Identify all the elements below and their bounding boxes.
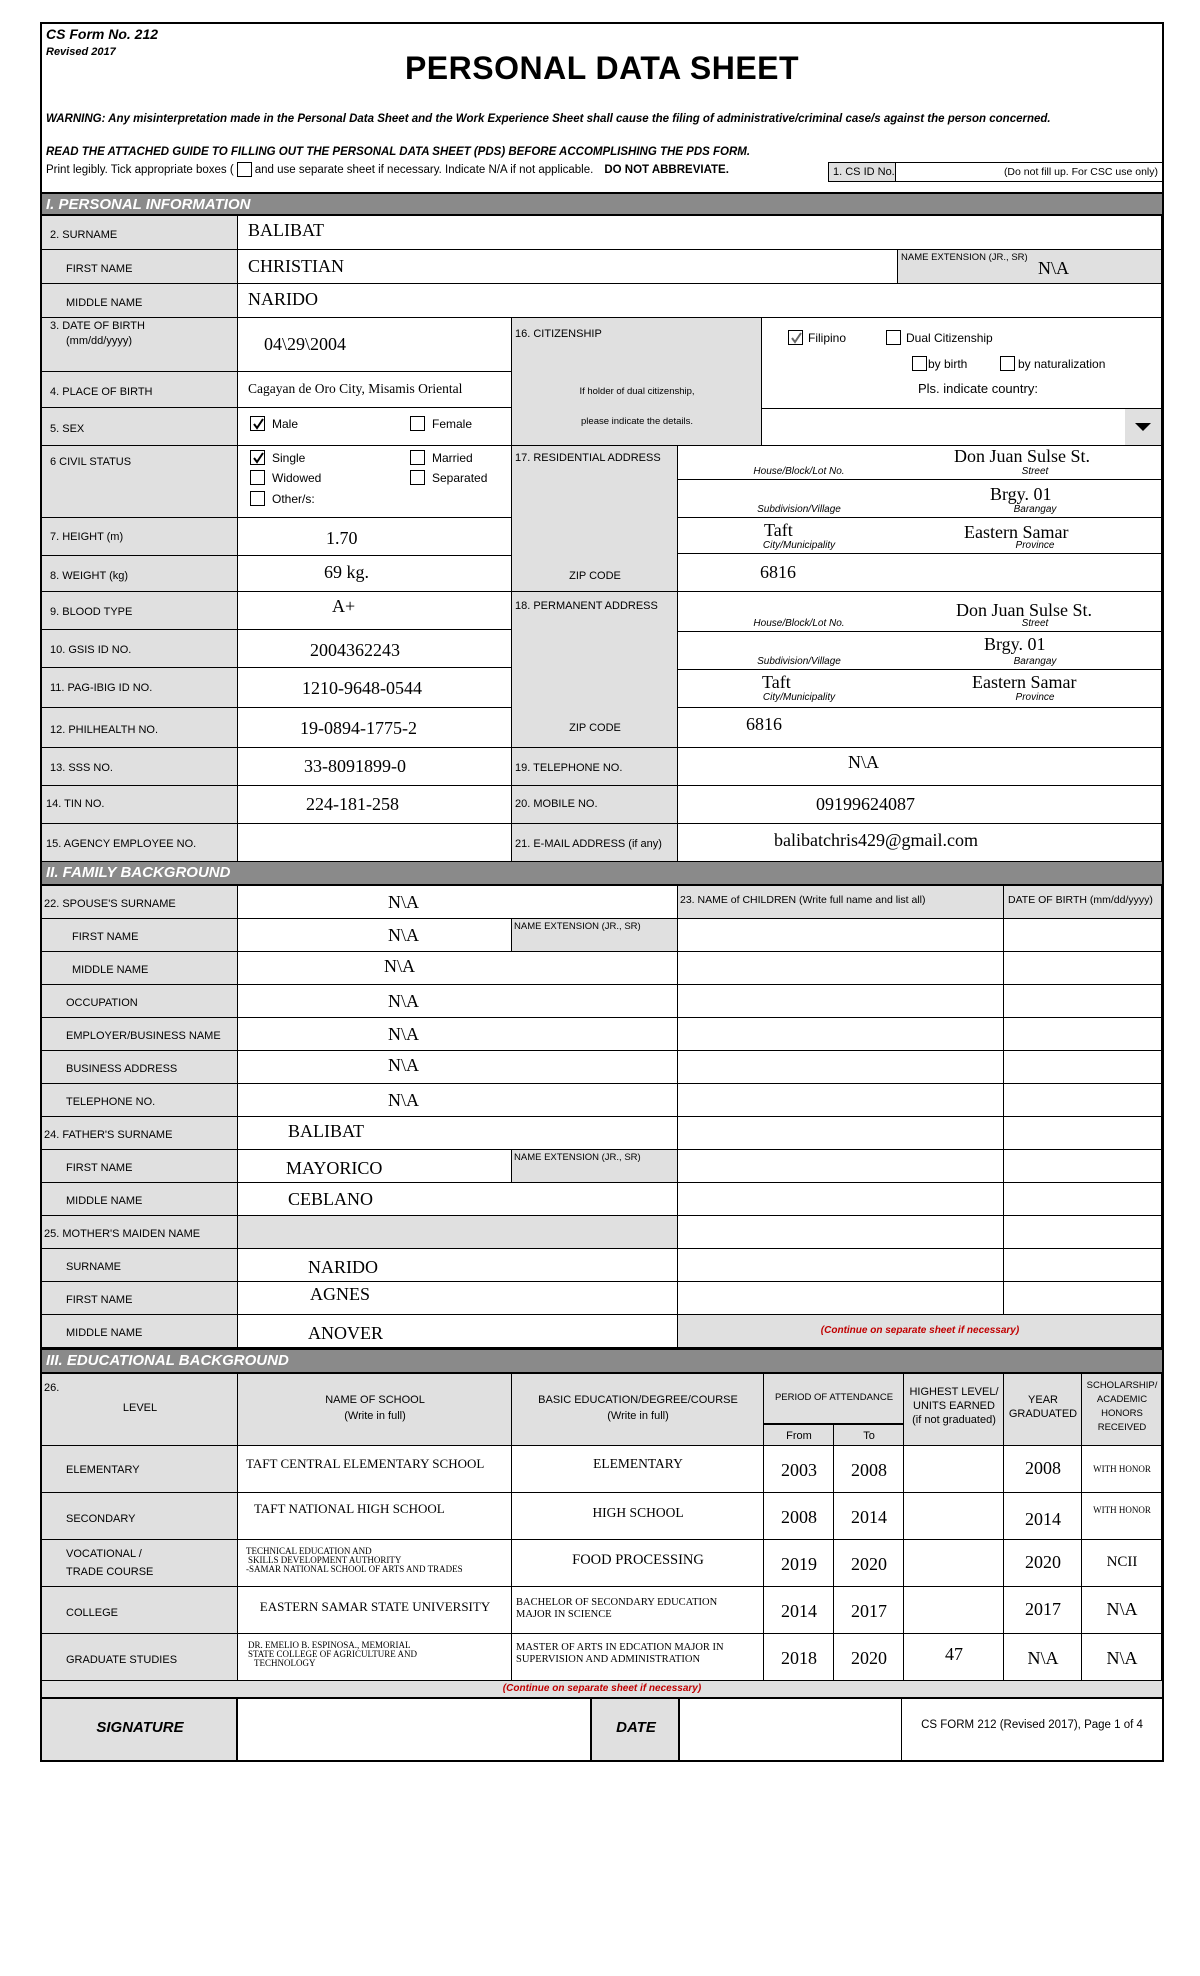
- form-number: CS Form No. 212: [46, 26, 159, 42]
- height-field[interactable]: 1.70: [238, 518, 512, 556]
- perm-row-1: [678, 592, 1162, 632]
- res-zip-value: 6816: [760, 562, 796, 582]
- occupation-label-cell: OCCUPATION: [42, 985, 238, 1018]
- perm-row-2: [678, 632, 1162, 670]
- dropdown-button[interactable]: [1125, 409, 1161, 445]
- perm-brgy-caption: Barangay: [1013, 656, 1057, 667]
- mobile-label-cell: 20. MOBILE NO.: [512, 786, 678, 824]
- citizenship-by-naturalization-checkbox[interactable]: [1000, 356, 1015, 371]
- residential-label-cell: 17. RESIDENTIAL ADDRESS ZIP CODE: [512, 446, 678, 592]
- telephone-field[interactable]: N\A: [678, 748, 1162, 786]
- sample-checkbox-icon: [237, 162, 252, 177]
- citizenship-by-birth-label: by birth: [928, 357, 968, 371]
- check-icon: [789, 331, 804, 346]
- spouse-surname-label-cell: 22. SPOUSE'S SURNAME: [42, 886, 238, 919]
- child-name-field[interactable]: [678, 1150, 1004, 1183]
- signature-field[interactable]: [238, 1699, 592, 1760]
- first-name-field[interactable]: CHRISTIAN: [238, 250, 898, 284]
- permanent-label-cell: 18. PERMANENT ADDRESS ZIP CODE: [512, 592, 678, 748]
- edu-units-vocational[interactable]: [904, 1540, 1004, 1587]
- res-subdiv-caption: Subdivision/Village: [757, 504, 841, 515]
- business-address-label-cell: BUSINESS ADDRESS: [42, 1051, 238, 1084]
- child-dob-field[interactable]: [1004, 1282, 1162, 1315]
- print-instructions-pre: Print legibly. Tick appropriate boxes (: [46, 163, 234, 176]
- edu-school-college[interactable]: EASTERN SAMAR STATE UNIVERSITY: [238, 1587, 512, 1634]
- edu-school-secondary[interactable]: TAFT NATIONAL HIGH SCHOOL: [238, 1493, 512, 1540]
- edu-school-vocational[interactable]: TECHNICAL EDUCATION AND SKILLS DEVELOPMENT AUTHORITY -SAMAR NATIONAL SCHOOL OF ARTS AND TRADES: [238, 1540, 512, 1587]
- civil-married-label: Married: [432, 451, 473, 465]
- perm-subdiv-caption: Subdivision/Village: [757, 656, 841, 667]
- telephone-label-cell: 19. TELEPHONE NO.: [512, 748, 678, 786]
- edu-year-vocational[interactable]: 2020: [1004, 1540, 1082, 1587]
- mother-middle-label-cell: MIDDLE NAME: [42, 1315, 238, 1348]
- edu-honors-header: SCHOLARSHIP/ ACADEMIC HONORS RECEIVED: [1082, 1374, 1162, 1446]
- civil-separated-label: Separated: [432, 471, 488, 485]
- dob-label-cell: 3. DATE OF BIRTH (mm/dd/yyyy): [42, 318, 238, 372]
- children-table: [678, 919, 1162, 1315]
- family-continue-note: (Continue on separate sheet if necessary): [820, 1325, 1020, 1336]
- sex-field: [238, 408, 512, 446]
- spouse-extension-field[interactable]: NAME EXTENSION (JR., SR): [512, 919, 678, 952]
- edu-course-header: BASIC EDUCATION/DEGREE/COURSE (Write in full): [512, 1374, 764, 1446]
- edu-course-vocational[interactable]: FOOD PROCESSING: [512, 1540, 764, 1587]
- edu-from-elementary[interactable]: 2003: [764, 1446, 834, 1493]
- personal-data-sheet-form: [40, 22, 1164, 1762]
- child-dob-field[interactable]: [1004, 1018, 1162, 1051]
- citizenship-label-cell: 16. CITIZENSHIP If holder of dual citizenship, please indicate the details.: [512, 318, 762, 446]
- edu-year-elementary[interactable]: 2008: [1004, 1446, 1082, 1493]
- child-dob-field[interactable]: [1004, 1249, 1162, 1282]
- section-family-background: II. FAMILY BACKGROUND: [42, 862, 1162, 886]
- father-surname-field[interactable]: BALIBAT: [238, 1117, 678, 1150]
- child-name-field[interactable]: [678, 952, 1004, 985]
- child-name-field[interactable]: [678, 1117, 1004, 1150]
- spouse-surname-field[interactable]: N\A: [238, 886, 678, 919]
- pob-field[interactable]: Cagayan de Oro City, Misamis Oriental: [238, 372, 512, 408]
- child-name-field[interactable]: [678, 1216, 1004, 1249]
- surname-label-cell: 2. SURNAME: [42, 216, 238, 250]
- height-label-cell: 7. HEIGHT (m): [42, 518, 238, 556]
- date-field[interactable]: [680, 1699, 902, 1760]
- spouse-middle-label-cell: MIDDLE NAME: [42, 952, 238, 985]
- edu-row-graduate: GRADUATE STUDIES: [42, 1634, 238, 1681]
- edu-year-secondary[interactable]: 2014: [1004, 1493, 1082, 1540]
- edu-from-college[interactable]: 2014: [764, 1587, 834, 1634]
- check-icon: [251, 451, 266, 466]
- check-icon: [251, 417, 266, 432]
- business-address-field[interactable]: N\A: [238, 1051, 678, 1084]
- edu-continue-note: (Continue on separate sheet if necessary): [502, 1683, 702, 1694]
- edu-from-graduate[interactable]: 2018: [764, 1634, 834, 1681]
- middle-name-label-cell: MIDDLE NAME: [42, 284, 238, 318]
- edu-honors-graduate[interactable]: N\A: [1082, 1634, 1162, 1681]
- edu-honors-secondary[interactable]: WITH HONOR: [1082, 1493, 1162, 1540]
- date-label-cell: DATE: [592, 1699, 680, 1760]
- email-label-cell: 21. E-MAIL ADDRESS (if any): [512, 824, 678, 862]
- father-middle-label-cell: MIDDLE NAME: [42, 1183, 238, 1216]
- page-title: PERSONAL DATA SHEET: [404, 50, 800, 86]
- res-city-caption: City/Municipality: [762, 540, 836, 551]
- children-name-header: 23. NAME of CHILDREN (Write full name and list all): [678, 886, 1004, 919]
- edu-course-elementary[interactable]: ELEMENTARY: [512, 1446, 764, 1493]
- perm-brgy-value: Brgy. 01: [984, 634, 1046, 654]
- edu-row-secondary: SECONDARY: [42, 1493, 238, 1540]
- child-dob-field[interactable]: [1004, 919, 1162, 952]
- father-surname-label-cell: 24. FATHER'S SURNAME: [42, 1117, 238, 1150]
- mother-maiden-label-cell: 25. MOTHER'S MAIDEN NAME: [42, 1216, 238, 1249]
- edu-continue-note-cell: [42, 1681, 1162, 1699]
- sss-field[interactable]: 33-8091899-0: [238, 748, 512, 786]
- agency-label-cell: 15. AGENCY EMPLOYEE NO.: [42, 824, 238, 862]
- family-continue-note-cell: [678, 1315, 1162, 1348]
- philhealth-label-cell: 12. PHILHEALTH NO.: [42, 708, 238, 748]
- edu-school-graduate[interactable]: DR. EMELIO B. ESPINOSA., MEMORIAL STATE COLLEGE OF AGRICULTURE AND TECHNOLOGY: [238, 1634, 512, 1681]
- country-select[interactable]: [762, 408, 1162, 446]
- spouse-first-label-cell: FIRST NAME: [42, 919, 238, 952]
- gsis-field[interactable]: 2004362243: [238, 630, 512, 668]
- edu-from-vocational[interactable]: 2019: [764, 1540, 834, 1587]
- citizenship-filipino-label: Filipino: [808, 331, 847, 345]
- signature-label-cell: SIGNATURE: [42, 1699, 238, 1760]
- perm-province-value: Eastern Samar: [972, 672, 1077, 692]
- mother-first-label-cell: FIRST NAME: [42, 1282, 238, 1315]
- agency-employee-field[interactable]: [238, 824, 512, 862]
- blood-type-label-cell: 9. BLOOD TYPE: [42, 592, 238, 630]
- res-brgy-value: Brgy. 01: [990, 484, 1052, 504]
- civil-widowed-checkbox[interactable]: [250, 470, 265, 485]
- res-street-value: Don Juan Sulse St.: [954, 446, 1091, 466]
- edu-from-secondary[interactable]: 2008: [764, 1493, 834, 1540]
- edu-course-graduate[interactable]: MASTER OF ARTS IN EDCATION MAJOR IN SUPERVISION AND ADMINISTRATION: [512, 1634, 764, 1681]
- employer-label-cell: EMPLOYER/BUSINESS NAME: [42, 1018, 238, 1051]
- edu-school-elementary[interactable]: TAFT CENTRAL ELEMENTARY SCHOOL: [238, 1446, 512, 1493]
- blood-type-field[interactable]: A+: [238, 592, 512, 630]
- child-name-field[interactable]: [678, 1051, 1004, 1084]
- edu-honors-vocational[interactable]: NCII: [1082, 1540, 1162, 1587]
- philhealth-field[interactable]: 19-0894-1775-2: [238, 708, 512, 748]
- perm-city-value: Taft: [762, 672, 791, 692]
- edu-to-secondary[interactable]: 2014: [834, 1493, 904, 1540]
- res-row-3: [678, 518, 1162, 554]
- guide-text: READ THE ATTACHED GUIDE TO FILLING OUT THE PERSONAL DATA SHEET (PDS) BEFORE ACCOMPLISHING THE PDS FORM.: [46, 146, 751, 158]
- perm-province-caption: Province: [1015, 692, 1055, 703]
- civil-status-field: [238, 446, 512, 518]
- res-city-value: Taft: [764, 520, 793, 540]
- residential-address-field[interactable]: [678, 446, 1162, 592]
- child-name-field[interactable]: [678, 1183, 1004, 1216]
- civil-status-label-cell: 6 CIVIL STATUS: [42, 446, 238, 518]
- perm-row-3: [678, 670, 1162, 708]
- mother-maiden-header: [238, 1216, 678, 1249]
- child-name-field[interactable]: [678, 1249, 1004, 1282]
- father-first-field[interactable]: MAYORICO: [238, 1150, 512, 1183]
- edu-to-header: To: [834, 1424, 904, 1446]
- spouse-middle-field[interactable]: N\A: [238, 952, 678, 985]
- res-house-caption: House/Block/Lot No.: [688, 466, 910, 477]
- perm-zip-value: 6816: [746, 714, 782, 734]
- edu-level-header: 26. LEVEL: [42, 1374, 238, 1446]
- edu-to-vocational[interactable]: 2020: [834, 1540, 904, 1587]
- edu-units-elementary[interactable]: [904, 1446, 1004, 1493]
- perm-zip-field[interactable]: [678, 708, 1162, 748]
- edu-honors-elementary[interactable]: WITH HONOR: [1082, 1446, 1162, 1493]
- father-extension-field[interactable]: NAME EXTENSION (JR., SR): [512, 1150, 678, 1183]
- spouse-first-field[interactable]: N\A: [238, 919, 512, 952]
- res-street-caption: Street: [1021, 466, 1049, 477]
- child-dob-field[interactable]: [1004, 1051, 1162, 1084]
- child-dob-field[interactable]: [1004, 1084, 1162, 1117]
- res-province-caption: Province: [1015, 540, 1055, 551]
- edu-course-college[interactable]: BACHELOR OF SECONDARY EDUCATION MAJOR IN SCIENCE: [512, 1587, 764, 1634]
- edu-to-college[interactable]: 2017: [834, 1587, 904, 1634]
- surname-field[interactable]: BALIBAT: [238, 216, 1162, 250]
- res-row-1: [678, 446, 1162, 480]
- civil-other-label: Other/s:: [272, 492, 315, 506]
- sex-female-label: Female: [432, 417, 473, 431]
- edu-units-secondary[interactable]: [904, 1493, 1004, 1540]
- child-name-field[interactable]: [678, 919, 1004, 952]
- no-abbreviate-text: DO NOT ABBREVIATE.: [604, 163, 729, 176]
- citizenship-note-1: If holder of dual citizenship,: [579, 386, 695, 397]
- chevron-down-icon: [1125, 409, 1161, 445]
- edu-period-header: PERIOD OF ATTENDANCE: [764, 1374, 904, 1424]
- child-dob-field[interactable]: [1004, 1216, 1162, 1249]
- first-name-label-cell: FIRST NAME: [42, 250, 238, 284]
- citizenship-field: [762, 318, 1162, 408]
- res-row-2: [678, 480, 1162, 518]
- res-zip-field[interactable]: [678, 554, 1162, 592]
- sex-male-checkbox[interactable]: [250, 416, 265, 431]
- citizenship-dual-label: Dual Citizenship: [906, 331, 993, 345]
- mother-surname-label-cell: SURNAME: [42, 1249, 238, 1282]
- spouse-telephone-label-cell: TELEPHONE NO.: [42, 1084, 238, 1117]
- perm-street-value: Don Juan Sulse St.: [956, 600, 1093, 620]
- edu-from-header: From: [764, 1424, 834, 1446]
- edu-row-college: COLLEGE: [42, 1587, 238, 1634]
- citizenship-country-label: Pls. indicate country:: [918, 381, 1038, 396]
- child-name-field[interactable]: [678, 1282, 1004, 1315]
- print-instructions-post: and use separate sheet if necessary. Indicate N/A if not applicable.: [254, 163, 594, 176]
- child-name-field[interactable]: [678, 1018, 1004, 1051]
- mother-first-field[interactable]: AGNES: [238, 1282, 678, 1315]
- citizenship-by-birth-checkbox[interactable]: [912, 356, 927, 371]
- sex-female-checkbox[interactable]: [410, 416, 425, 431]
- tin-field[interactable]: 224-181-258: [238, 786, 512, 824]
- pagibig-field[interactable]: 1210-9648-0544: [238, 668, 512, 708]
- employer-field[interactable]: N\A: [238, 1018, 678, 1051]
- cs-id-field: (Do not fill up. For CSC use only): [895, 162, 1162, 182]
- mother-middle-field[interactable]: ANOVER: [238, 1315, 678, 1348]
- mobile-field[interactable]: 09199624087: [678, 786, 1162, 824]
- edu-units-header: HIGHEST LEVEL/ UNITS EARNED (if not graduated): [904, 1374, 1004, 1446]
- occupation-field[interactable]: N\A: [238, 985, 678, 1018]
- res-zip-label: ZIP CODE: [569, 570, 621, 582]
- sss-label-cell: 13. SSS NO.: [42, 748, 238, 786]
- sex-male-label: Male: [272, 417, 299, 431]
- pob-label-cell: 4. PLACE OF BIRTH: [42, 372, 238, 408]
- citizenship-dual-checkbox[interactable]: [886, 330, 901, 345]
- form-revision: Revised 2017: [46, 46, 116, 58]
- res-brgy-caption: Barangay: [1013, 504, 1057, 515]
- spouse-telephone-field[interactable]: N\A: [238, 1084, 678, 1117]
- mother-surname-field[interactable]: NARIDO: [238, 1249, 678, 1282]
- middle-name-field[interactable]: NARIDO: [238, 284, 1162, 318]
- edu-year-college[interactable]: 2017: [1004, 1587, 1082, 1634]
- perm-street-caption: Street: [1021, 618, 1049, 629]
- child-dob-field[interactable]: [1004, 952, 1162, 985]
- weight-label-cell: 8. WEIGHT (kg): [42, 556, 238, 592]
- edu-course-secondary[interactable]: HIGH SCHOOL: [512, 1493, 764, 1540]
- child-dob-field[interactable]: [1004, 1117, 1162, 1150]
- perm-city-caption: City/Municipality: [762, 692, 836, 703]
- name-extension-field[interactable]: NAME EXTENSION (JR., SR) N\A: [898, 250, 1162, 284]
- civil-married-checkbox[interactable]: [410, 450, 425, 465]
- section-educational-background: III. EDUCATIONAL BACKGROUND: [42, 1348, 1162, 1374]
- citizenship-by-naturalization-label: by naturalization: [1018, 357, 1106, 371]
- edu-school-header: NAME OF SCHOOL (Write in full): [238, 1374, 512, 1446]
- dob-field[interactable]: 04\29\2004: [238, 318, 512, 372]
- edu-year-graduate[interactable]: N\A: [1004, 1634, 1082, 1681]
- child-dob-field[interactable]: [1004, 1183, 1162, 1216]
- perm-house-caption: House/Block/Lot No.: [753, 618, 845, 629]
- edu-year-header: YEAR GRADUATED: [1004, 1374, 1082, 1446]
- citizenship-filipino-checkbox[interactable]: [788, 330, 803, 345]
- child-name-field[interactable]: [678, 1084, 1004, 1117]
- civil-separated-checkbox[interactable]: [410, 470, 425, 485]
- email-field[interactable]: balibatchris429@gmail.com: [678, 824, 1162, 862]
- tin-label-cell: 14. TIN NO.: [42, 786, 238, 824]
- sex-label-cell: 5. SEX: [42, 408, 238, 446]
- section-personal-information: I. PERSONAL INFORMATION: [42, 192, 1162, 216]
- page-footer: CS FORM 212 (Revised 2017), Page 1 of 4: [921, 1719, 1143, 1731]
- edu-to-elementary[interactable]: 2008: [834, 1446, 904, 1493]
- cs-id-label: 1. CS ID No.: [828, 162, 896, 182]
- civil-widowed-label: Widowed: [272, 471, 322, 485]
- child-dob-field[interactable]: [1004, 1150, 1162, 1183]
- print-instructions: [46, 162, 729, 177]
- perm-zip-label: ZIP CODE: [569, 722, 621, 734]
- father-middle-field[interactable]: CEBLANO: [238, 1183, 678, 1216]
- edu-units-graduate[interactable]: 47: [904, 1634, 1004, 1681]
- res-province-value: Eastern Samar: [964, 522, 1069, 542]
- children-dob-header: DATE OF BIRTH (mm/dd/yyyy): [1004, 886, 1162, 919]
- pagibig-label-cell: 11. PAG-IBIG ID NO.: [42, 668, 238, 708]
- edu-units-college[interactable]: [904, 1587, 1004, 1634]
- civil-other-checkbox[interactable]: [250, 491, 265, 506]
- child-dob-field[interactable]: [1004, 985, 1162, 1018]
- weight-field[interactable]: 69 kg.: [238, 556, 512, 592]
- edu-row-vocational: VOCATIONAL / TRADE COURSE: [42, 1540, 238, 1587]
- gsis-label-cell: 10. GSIS ID NO.: [42, 630, 238, 668]
- edu-honors-college[interactable]: N\A: [1082, 1587, 1162, 1634]
- father-first-label-cell: FIRST NAME: [42, 1150, 238, 1183]
- citizenship-note-2: please indicate the details.: [581, 416, 693, 427]
- civil-single-label: Single: [272, 451, 306, 465]
- edu-row-elementary: ELEMENTARY: [42, 1446, 238, 1493]
- permanent-address-field[interactable]: [678, 592, 1162, 748]
- edu-to-graduate[interactable]: 2020: [834, 1634, 904, 1681]
- civil-single-checkbox[interactable]: [250, 450, 265, 465]
- warning-text: WARNING: Any misinterpretation made in the Personal Data Sheet and the Work Experience Sheet shall cause the filing of administrative/criminal case/s against the person concerned.: [46, 113, 1051, 125]
- child-name-field[interactable]: [678, 985, 1004, 1018]
